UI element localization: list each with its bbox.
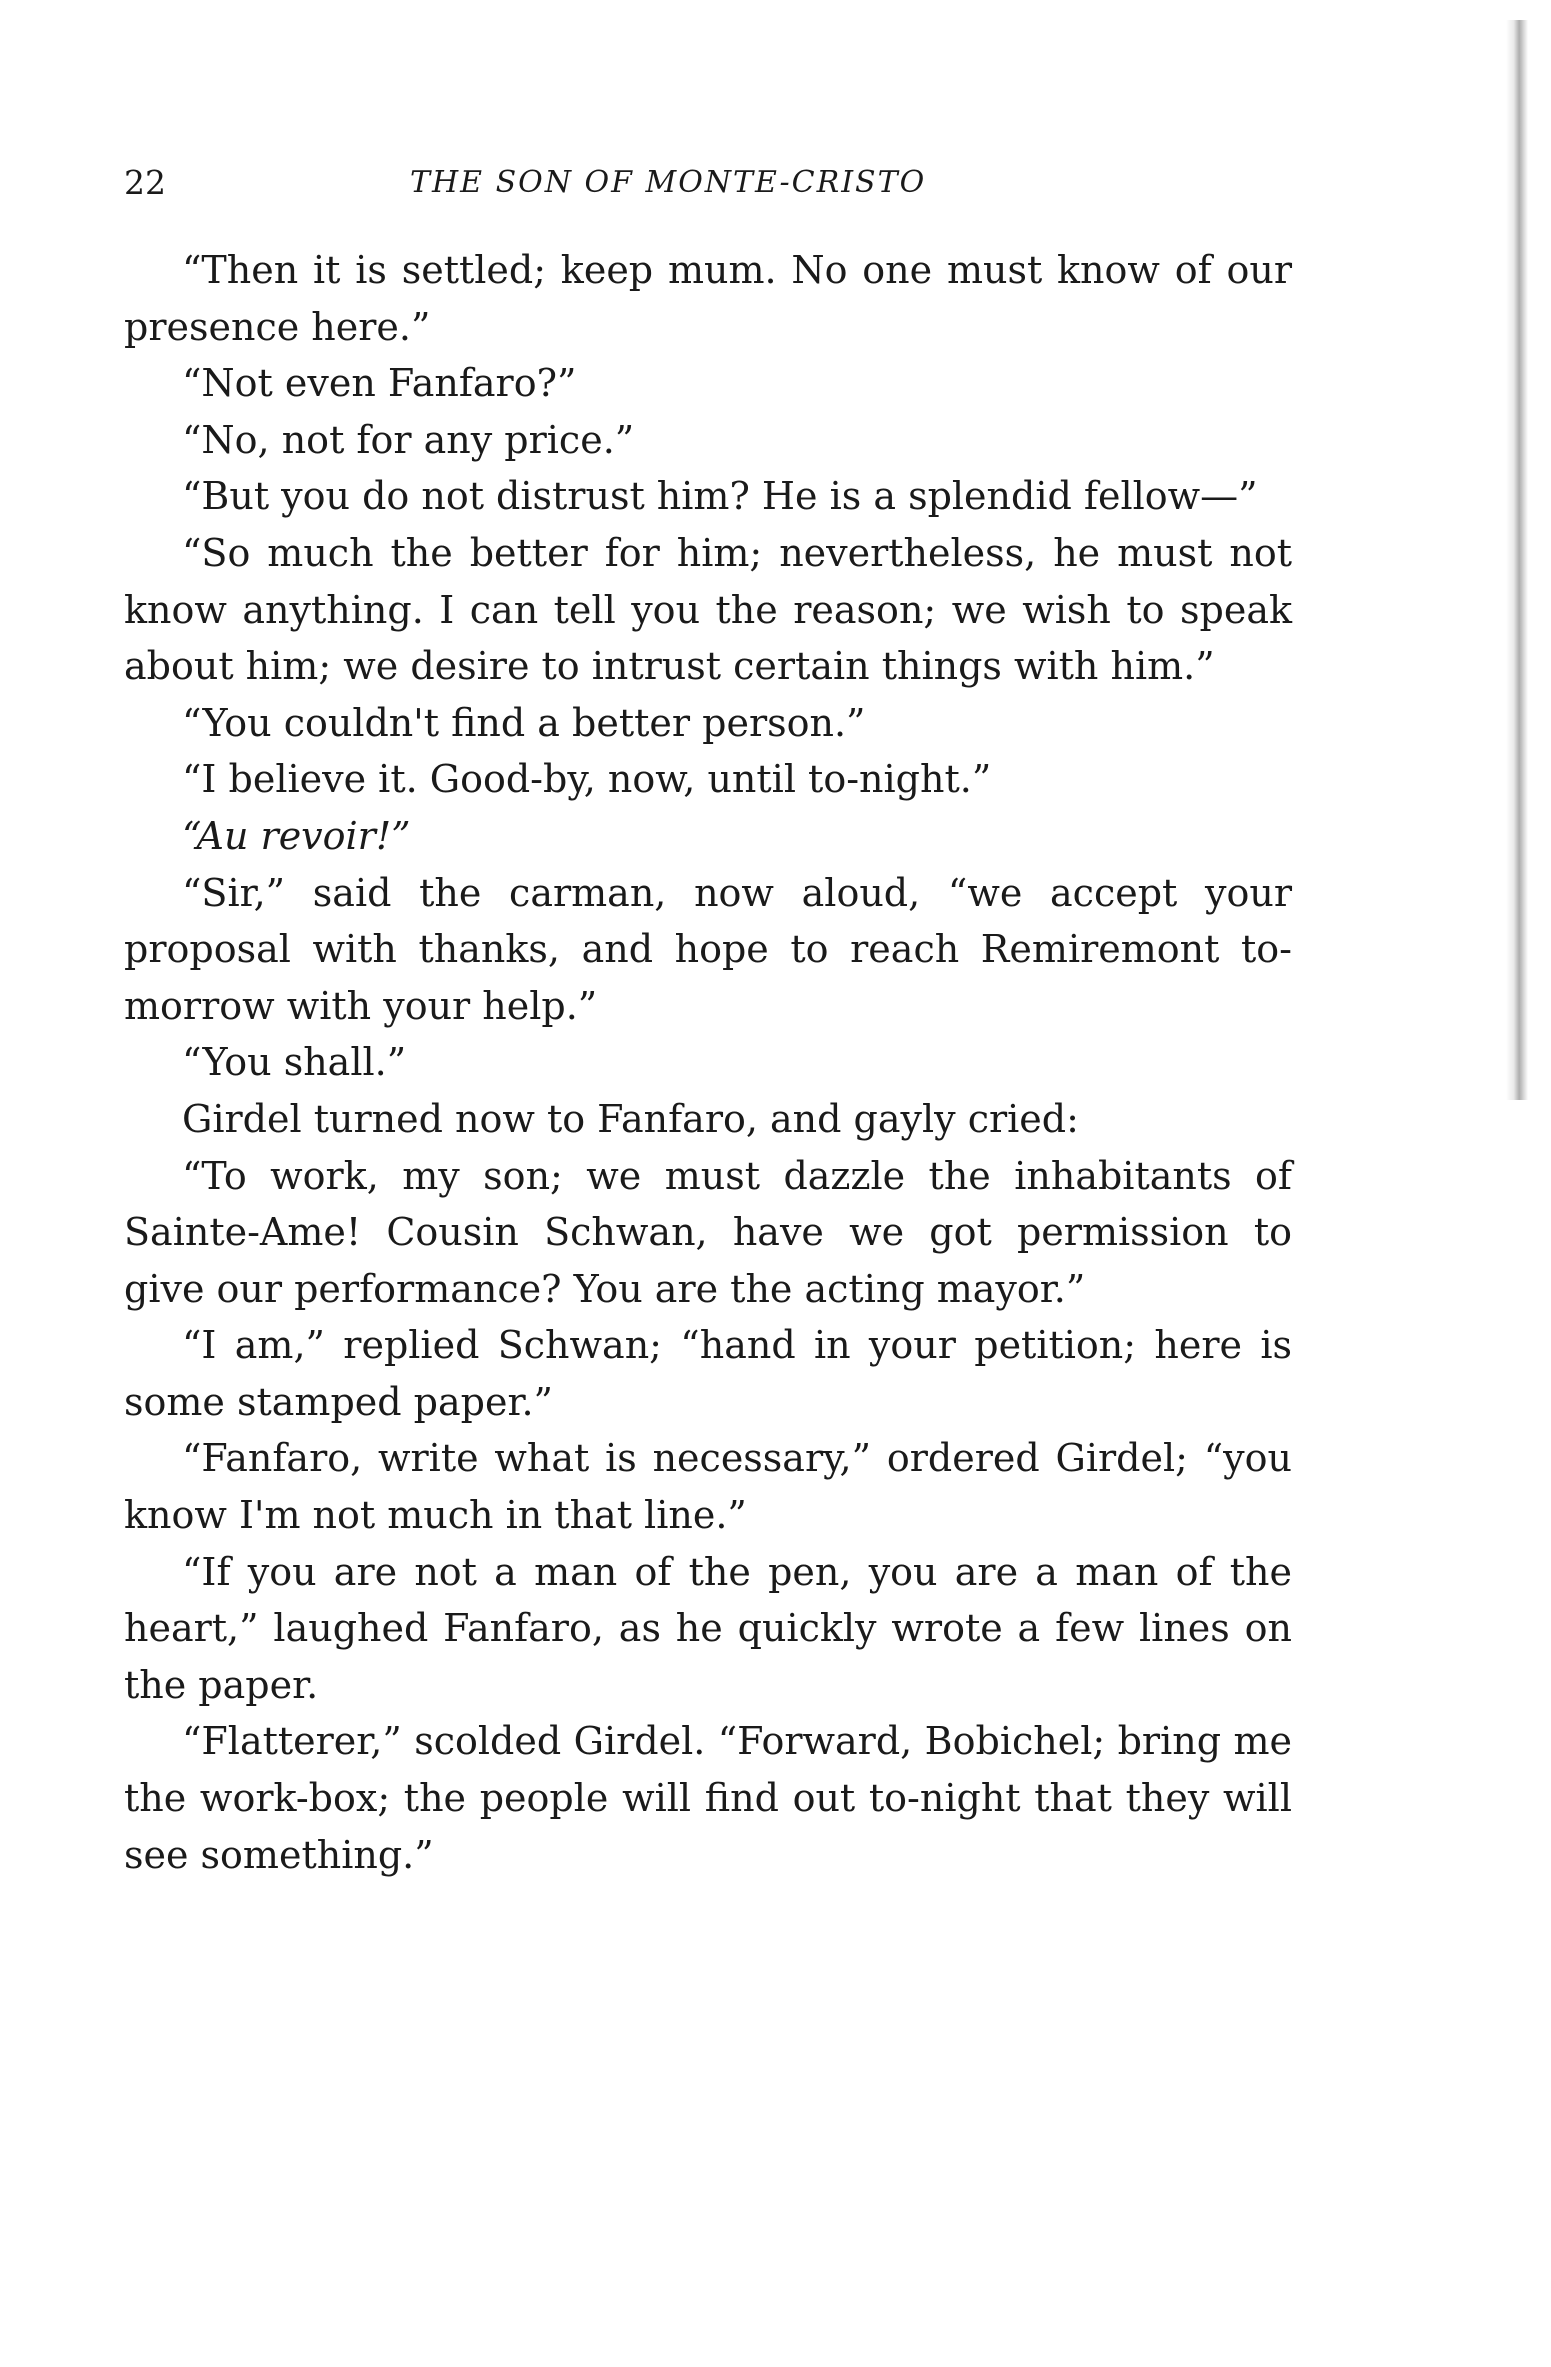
page-number: 22 [124, 163, 166, 202]
paragraph: “No, not for any price.” [182, 417, 635, 462]
paragraph: “I believe it. Good-by, now, until to-night.” [182, 757, 992, 802]
paragraph: “Not even Fanfaro?” [182, 361, 577, 406]
paragraph: “Then it is settled; keep mum. No one must know of our presence here.” [124, 248, 1292, 349]
paragraph: “Fanfaro, write what is necessary,” ordered Girdel; “you know I'm not much in that line.” [124, 1436, 1292, 1538]
running-head [124, 158, 1264, 208]
paragraph: “You couldn't find a better person.” [182, 700, 866, 745]
paragraph: “If you are not a man of the pen, you are a man of the heart,” laughed Fanfaro, as he quickly wrote a few lines on the paper. [124, 1549, 1292, 1707]
paragraph: “You shall.” [182, 1040, 407, 1085]
paragraph: Girdel turned now to Fanfaro, and gayly cried: [182, 1096, 1079, 1141]
running-title: THE SON OF MONTE-CRISTO [410, 165, 927, 200]
paragraph: “I am,” replied Schwan; “hand in your petition; here is some stamped paper.” [124, 1323, 1292, 1424]
paragraph: “Sir,” said the carman, now aloud, “we accept your proposal with thanks, and hope to reach Remiremont to-morrow with your help.” [124, 870, 1292, 1028]
paragraph: “But you do not distrust him? He is a splendid fellow—” [182, 474, 1258, 519]
paragraph: “To work, my son; we must dazzle the inhabitants of Sainte-Ame! Cousin Schwan, have we got permission to give our performance? You are the acting mayor.” [124, 1153, 1292, 1311]
paragraph: “So much the better for him; nevertheless, he must not know anything. I can tell you the reason; we wish to speak about him; we desire to intrust certain things with him.” [124, 530, 1292, 689]
italic-phrase: “Au revoir!” [182, 813, 411, 858]
body-text [124, 242, 1292, 1883]
paragraph [124, 808, 1292, 865]
binding-edge-shadow [1506, 20, 1528, 1100]
paragraph: “Flatterer,” scolded Girdel. “Forward, Bobichel; bring me the work-box; the people will find out to-night that they will see something.” [124, 1719, 1292, 1877]
